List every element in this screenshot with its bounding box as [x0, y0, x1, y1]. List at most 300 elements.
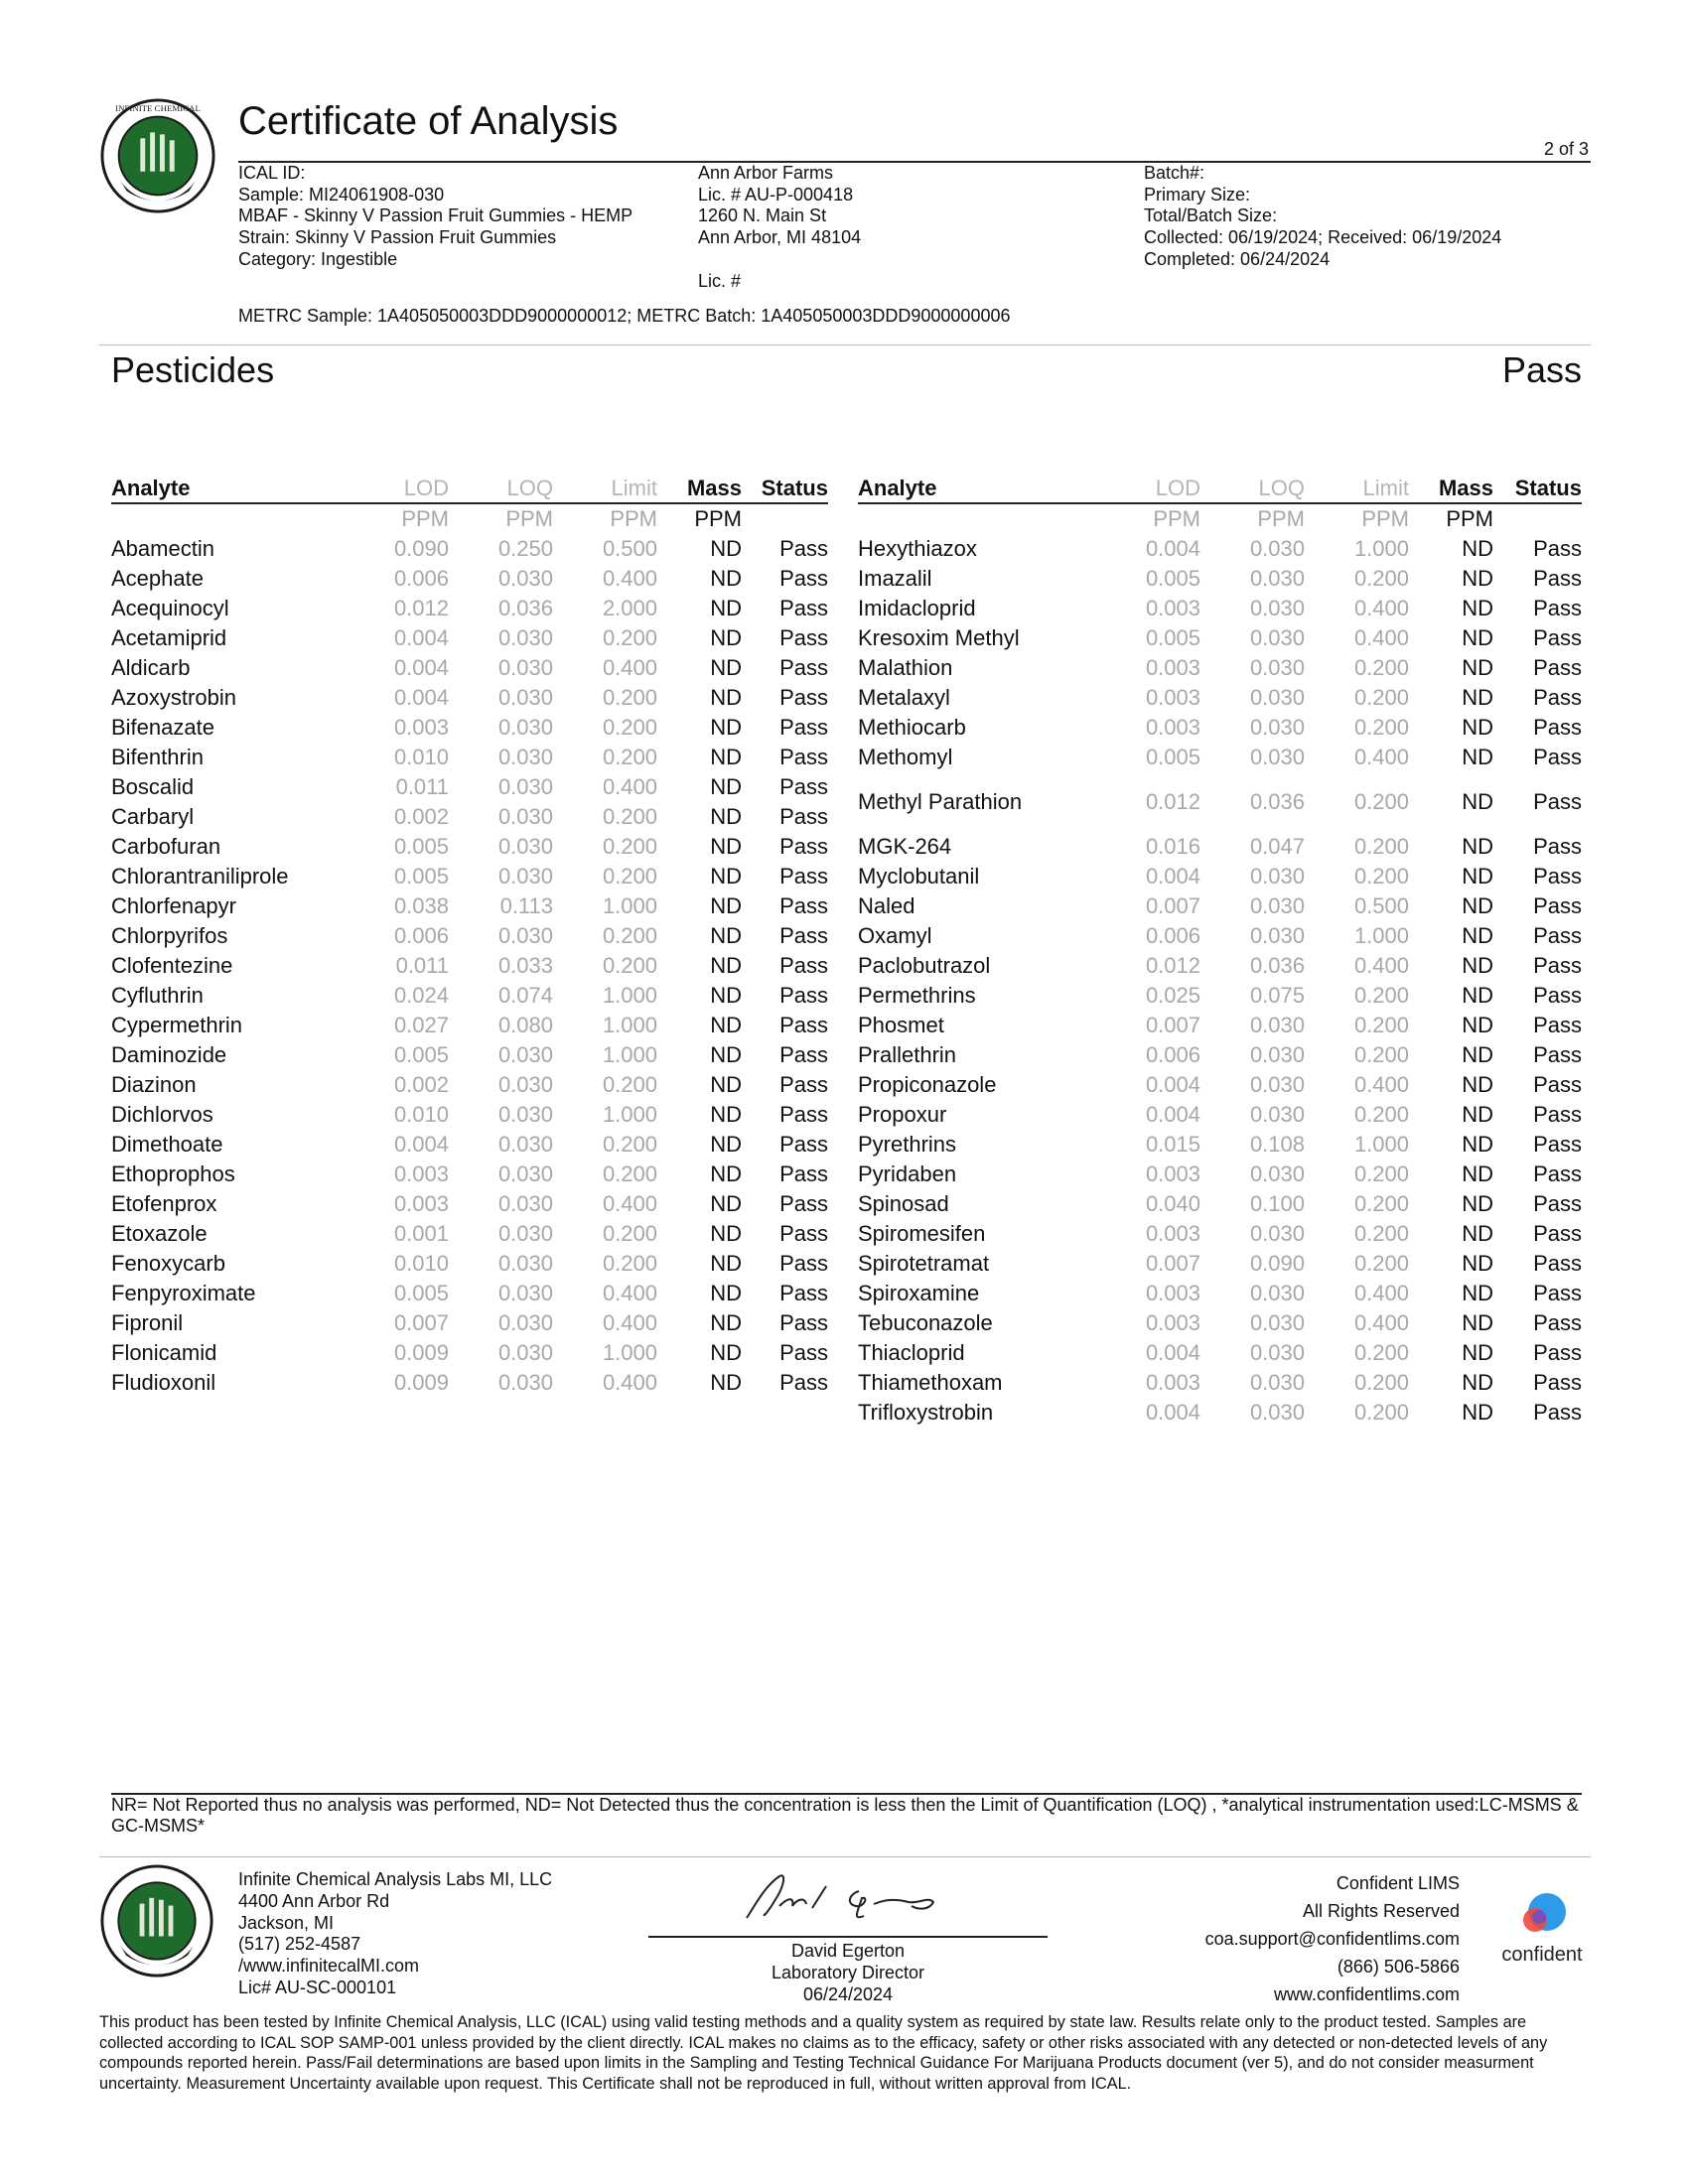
completed-date: Completed: 06/24/2024 — [1144, 248, 1331, 269]
limit-value: 0.400 — [602, 1370, 657, 1395]
table-row — [111, 832, 828, 862]
lod-value: 0.003 — [1145, 1370, 1200, 1395]
limit-value: 0.200 — [602, 625, 657, 650]
loq-value: 0.030 — [497, 1310, 553, 1335]
status-value: Pass — [1533, 685, 1582, 710]
mass-value: ND — [1462, 1310, 1493, 1335]
status-value: Pass — [779, 566, 828, 591]
analyte-name: Hexythiazox — [858, 536, 977, 561]
table-row — [858, 1100, 1582, 1130]
col-lod: LOD — [354, 475, 449, 503]
lab-seal-logo-footer — [99, 1863, 214, 1979]
table-row — [111, 1130, 828, 1160]
limit-value: 0.200 — [602, 804, 657, 829]
mass-value: ND — [710, 1340, 742, 1365]
analyte-name: Pyridaben — [858, 1161, 957, 1186]
status-value: Pass — [1533, 789, 1582, 814]
limit-value: 0.200 — [1353, 1042, 1409, 1067]
analyte-name: Abamectin — [111, 536, 214, 561]
mass-value: ND — [1462, 745, 1493, 769]
units-row — [111, 503, 828, 534]
lod-value: 0.027 — [393, 1013, 449, 1037]
mass-value: ND — [710, 536, 742, 561]
lod-value: 0.003 — [393, 1191, 449, 1216]
loq-value: 0.075 — [1249, 983, 1305, 1008]
table-row — [858, 1279, 1582, 1308]
table-row — [858, 921, 1582, 951]
mass-value: ND — [710, 1013, 742, 1037]
table-row — [111, 683, 828, 713]
lod-value: 0.006 — [393, 566, 449, 591]
limit-value: 0.500 — [602, 536, 657, 561]
mass-value: ND — [1462, 1251, 1493, 1276]
table-row — [111, 891, 828, 921]
unit-mass: PPM — [1446, 506, 1493, 531]
table-row — [858, 1070, 1582, 1100]
loq-value: 0.030 — [1249, 1013, 1305, 1037]
limit-value: 0.400 — [602, 1310, 657, 1335]
table-row — [858, 1368, 1582, 1398]
mass-value: ND — [1462, 864, 1493, 888]
unit-lod: PPM — [1153, 506, 1200, 531]
lod-value: 0.016 — [1145, 834, 1200, 859]
analyte-name: Imazalil — [858, 566, 932, 591]
mass-value: ND — [1462, 1161, 1493, 1186]
mass-value: ND — [710, 923, 742, 948]
status-value: Pass — [1533, 1191, 1582, 1216]
mass-value: ND — [710, 953, 742, 978]
unit-mass: PPM — [694, 506, 742, 531]
limit-value: 1.000 — [602, 893, 657, 918]
mass-value: ND — [1462, 834, 1493, 859]
analyte-name: Metalaxyl — [858, 685, 950, 710]
status-value: Pass — [1533, 1281, 1582, 1305]
limit-value: 0.200 — [1353, 566, 1409, 591]
table-body-left — [111, 503, 828, 1398]
limit-value: 0.200 — [1353, 983, 1409, 1008]
analyte-name: Spinosad — [858, 1191, 949, 1216]
table-row — [111, 1070, 828, 1100]
loq-value: 0.030 — [497, 1281, 553, 1305]
footnote: NR= Not Reported thus no analysis was performed, ND= Not Detected thus the concentration is less then the Limit of Quantification (LOQ) , *analytical instrumentation used:LC-MSMS & GC-MSMS* — [111, 1795, 1579, 1836]
status-value: Pass — [779, 804, 828, 829]
signatory-role: Laboratory Director — [771, 1962, 925, 1982]
analyte-name: Acephate — [111, 566, 204, 591]
analyte-name: Daminozide — [111, 1042, 227, 1067]
table-row — [111, 802, 828, 832]
table-header-row — [858, 475, 1582, 503]
loq-value: 0.030 — [497, 1251, 553, 1276]
loq-value: 0.030 — [1249, 715, 1305, 740]
limit-value: 0.200 — [602, 953, 657, 978]
table-row — [858, 772, 1582, 832]
lod-value: 0.090 — [393, 536, 449, 561]
lod-value: 0.005 — [393, 1042, 449, 1067]
table-row — [111, 594, 828, 623]
lod-value: 0.025 — [1145, 983, 1200, 1008]
loq-value: 0.030 — [1249, 685, 1305, 710]
table-row — [111, 1100, 828, 1130]
lod-value: 0.007 — [1145, 893, 1200, 918]
lod-value: 0.005 — [393, 834, 449, 859]
batch-number: Batch#: — [1144, 163, 1205, 183]
analyte-name: Azoxystrobin — [111, 685, 236, 710]
lod-value: 0.006 — [1145, 1042, 1200, 1067]
lod-value: 0.004 — [1145, 1340, 1200, 1365]
mass-value: ND — [1462, 893, 1493, 918]
analyte-name: Prallethrin — [858, 1042, 957, 1067]
mass-value: ND — [710, 983, 742, 1008]
loq-value: 0.030 — [497, 1340, 553, 1365]
status-value: Pass — [779, 625, 828, 650]
lod-value: 0.011 — [395, 953, 449, 978]
lod-value: 0.003 — [1145, 1161, 1200, 1186]
analyte-name: Imidacloprid — [858, 596, 976, 620]
mass-value: ND — [710, 774, 742, 799]
client-city: Ann Arbor, MI 48104 — [698, 227, 862, 248]
section-title: Pesticides — [111, 349, 275, 390]
status-value: Pass — [1533, 1400, 1582, 1425]
status-value: Pass — [779, 1161, 828, 1186]
analyte-name: Thiamethoxam — [858, 1370, 1003, 1395]
status-value: Pass — [1533, 1221, 1582, 1246]
table-row — [858, 1189, 1582, 1219]
table-row — [111, 1338, 828, 1368]
status-value: Pass — [1533, 745, 1582, 769]
mass-value: ND — [710, 804, 742, 829]
limit-value: 0.200 — [602, 864, 657, 888]
analyte-name: Carbaryl — [111, 804, 195, 829]
lod-value: 0.005 — [1145, 566, 1200, 591]
table-row — [858, 1219, 1582, 1249]
strain: Strain: Skinny V Passion Fruit Gummies — [238, 227, 557, 248]
loq-value: 0.030 — [497, 1072, 553, 1097]
loq-value: 0.030 — [1249, 1281, 1305, 1305]
lod-value: 0.006 — [393, 923, 449, 948]
lod-value: 0.040 — [1145, 1191, 1200, 1216]
status-value: Pass — [1533, 566, 1582, 591]
col-analyte: Analyte — [858, 475, 1106, 503]
mass-value: ND — [710, 655, 742, 680]
loq-value: 0.030 — [497, 804, 553, 829]
loq-value: 0.030 — [1249, 536, 1305, 561]
lod-value: 0.012 — [393, 596, 449, 620]
lims-email: coa.support@confidentlims.com — [1204, 1929, 1460, 1949]
loq-value: 0.047 — [1249, 834, 1305, 859]
loq-value: 0.030 — [497, 745, 553, 769]
signature-line — [648, 1936, 1048, 1938]
mass-value: ND — [1462, 566, 1493, 591]
status-value: Pass — [779, 923, 828, 948]
table-row — [111, 1040, 828, 1070]
limit-value: 1.000 — [602, 1340, 657, 1365]
total-batch-size: Total/Batch Size: — [1144, 205, 1278, 226]
mass-value: ND — [710, 834, 742, 859]
limit-value: 0.200 — [1353, 1221, 1409, 1246]
mass-value: ND — [1462, 1102, 1493, 1127]
lod-value: 0.009 — [393, 1340, 449, 1365]
analyte-name: Chlorpyrifos — [111, 923, 228, 948]
mass-value: ND — [1462, 1042, 1493, 1067]
units-row — [858, 503, 1582, 534]
limit-value: 0.400 — [1353, 625, 1409, 650]
lab-city: Jackson, MI — [238, 1912, 335, 1933]
analyte-name: Methyl Parathion — [858, 789, 1023, 814]
status-value: Pass — [1533, 596, 1582, 620]
table-row — [858, 743, 1582, 772]
status-value: Pass — [1533, 1013, 1582, 1037]
loq-value: 0.030 — [497, 685, 553, 710]
loq-value: 0.100 — [1249, 1191, 1305, 1216]
status-value: Pass — [1533, 1251, 1582, 1276]
mass-value: ND — [1462, 1370, 1493, 1395]
limit-value: 0.400 — [1353, 1072, 1409, 1097]
loq-value: 0.030 — [497, 923, 553, 948]
mass-value: ND — [710, 1251, 742, 1276]
lims-name: Confident LIMS — [1336, 1873, 1460, 1893]
loq-value: 0.030 — [1249, 1400, 1305, 1425]
analyte-name: Cyfluthrin — [111, 983, 204, 1008]
limit-value: 2.000 — [602, 596, 657, 620]
loq-value: 0.036 — [497, 596, 553, 620]
table-row — [111, 1368, 828, 1398]
loq-value: 0.030 — [1249, 655, 1305, 680]
limit-value: 0.200 — [602, 1161, 657, 1186]
status-value: Pass — [779, 834, 828, 859]
lod-value: 0.004 — [393, 685, 449, 710]
limit-value: 0.400 — [602, 566, 657, 591]
status-value: Pass — [1533, 655, 1582, 680]
loq-value: 0.030 — [497, 834, 553, 859]
lod-value: 0.012 — [1145, 789, 1200, 814]
mass-value: ND — [1462, 983, 1493, 1008]
lod-value: 0.009 — [393, 1370, 449, 1395]
status-value: Pass — [779, 864, 828, 888]
batch-info — [1144, 163, 1501, 271]
loq-value: 0.250 — [497, 536, 553, 561]
lod-value: 0.011 — [395, 774, 449, 799]
loq-value: 0.113 — [499, 893, 553, 918]
table-row — [111, 713, 828, 743]
lab-license: Lic# AU-SC-000101 — [238, 1977, 397, 1997]
mass-value: ND — [710, 1132, 742, 1157]
analyte-name: Permethrins — [858, 983, 976, 1008]
limit-value: 0.200 — [602, 685, 657, 710]
loq-value: 0.030 — [1249, 566, 1305, 591]
mass-value: ND — [710, 1221, 742, 1246]
limit-value: 0.400 — [602, 655, 657, 680]
analyte-name: Bifenazate — [111, 715, 214, 740]
table-row — [858, 1040, 1582, 1070]
lod-value: 0.003 — [393, 715, 449, 740]
sample-id: Sample: MI24061908-030 — [238, 184, 445, 205]
metrc-ids: METRC Sample: 1A405050003DDD9000000012; METRC Batch: 1A405050003DDD9000000006 — [238, 306, 1011, 326]
status-value: Pass — [1533, 923, 1582, 948]
lod-value: 0.015 — [1145, 1132, 1200, 1157]
mass-value: ND — [1462, 789, 1493, 814]
lims-website: www.confidentlims.com — [1273, 1984, 1460, 2004]
lod-value: 0.004 — [393, 625, 449, 650]
limit-value: 0.200 — [1353, 1013, 1409, 1037]
analyte-name: Kresoxim Methyl — [858, 625, 1020, 650]
mass-value: ND — [1462, 1132, 1493, 1157]
status-value: Pass — [779, 983, 828, 1008]
loq-value: 0.030 — [497, 864, 553, 888]
table-row — [858, 891, 1582, 921]
analyte-name: Thiacloprid — [858, 1340, 965, 1365]
signatory — [648, 1941, 1048, 2005]
lod-value: 0.005 — [1145, 745, 1200, 769]
col-loq: LOQ — [449, 475, 553, 503]
unit-loq: PPM — [505, 506, 553, 531]
loq-value: 0.030 — [497, 1132, 553, 1157]
status-value: Pass — [779, 1072, 828, 1097]
mass-value: ND — [1462, 1400, 1493, 1425]
limit-value: 0.200 — [1353, 685, 1409, 710]
limit-value: 0.200 — [602, 923, 657, 948]
mass-value: ND — [1462, 536, 1493, 561]
collected-received: Collected: 06/19/2024; Received: 06/19/2024 — [1144, 227, 1502, 248]
limit-value: 0.400 — [1353, 596, 1409, 620]
seal-text-top: INFINITE CHEMICAL — [115, 102, 201, 113]
lod-value: 0.006 — [1145, 923, 1200, 948]
lod-value: 0.003 — [1145, 1221, 1200, 1246]
disclaimer: This product has been tested by Infinite Chemical Analysis, LLC (ICAL) using valid testing methods and a quality system as required by state law. Results relate only to the product tested. Samples are collected according to ICAL SOP SAMP-001 unless provided by the client directly. ICAL makes no claims as to the efficacy, safety or other risks associated with any detected or non-detected levels of any compounds reported herein. Pass/Fail determinations are based upon limits in the Sampling and Testing Technical Guidance For Marijuana Products document (ver 5), and do not consider measurment uncertainty. Measurement Uncertainty available upon request. This Certificate shall not be reproduced in full, without written approval from ICAL. — [99, 2013, 1548, 2093]
status-value: Pass — [779, 1281, 828, 1305]
lod-value: 0.004 — [1145, 1072, 1200, 1097]
col-status: Status — [742, 475, 828, 503]
analyte-name: Clofentezine — [111, 953, 233, 978]
lod-value: 0.004 — [1145, 536, 1200, 561]
lab-seal-logo — [99, 97, 216, 214]
limit-value: 0.200 — [1353, 1251, 1409, 1276]
status-value: Pass — [779, 1013, 828, 1037]
analyte-name: Propoxur — [858, 1102, 947, 1127]
lab-street: 4400 Ann Arbor Rd — [238, 1890, 390, 1911]
loq-value: 0.030 — [1249, 1370, 1305, 1395]
lod-value: 0.004 — [1145, 1102, 1200, 1127]
client-info — [698, 163, 861, 292]
analyte-name: Fipronil — [111, 1310, 184, 1335]
status-value: Pass — [1533, 1072, 1582, 1097]
lab-name: Infinite Chemical Analysis Labs MI, LLC — [238, 1869, 553, 1889]
loq-value: 0.030 — [497, 1191, 553, 1216]
limit-value: 1.000 — [602, 1102, 657, 1127]
limit-value: 0.200 — [1353, 1161, 1409, 1186]
lod-value: 0.005 — [1145, 625, 1200, 650]
analyte-name: Acetamiprid — [111, 625, 227, 650]
lab-contact — [238, 1869, 552, 1999]
client-license: Lic. # AU-P-000418 — [698, 184, 854, 205]
loq-value: 0.030 — [497, 625, 553, 650]
limit-value: 0.400 — [1353, 953, 1409, 978]
analyte-name: Flonicamid — [111, 1340, 217, 1365]
limit-value: 0.200 — [1353, 715, 1409, 740]
analyte-name: Phosmet — [858, 1013, 944, 1037]
lod-value: 0.010 — [393, 1102, 449, 1127]
mass-value: ND — [1462, 923, 1493, 948]
analyte-name: Fenoxycarb — [111, 1251, 225, 1276]
status-value: Pass — [779, 774, 828, 799]
lod-value: 0.003 — [1145, 1281, 1200, 1305]
status-value: Pass — [779, 1102, 828, 1127]
lod-value: 0.003 — [1145, 655, 1200, 680]
table-row — [111, 981, 828, 1011]
limit-value: 0.200 — [1353, 1102, 1409, 1127]
signature-image — [735, 1866, 973, 1926]
signatory-name: David Egerton — [790, 1941, 906, 1961]
mass-value: ND — [710, 1370, 742, 1395]
page-title: Certificate of Analysis — [238, 99, 619, 143]
mass-value: ND — [710, 864, 742, 888]
limit-value: 0.200 — [602, 715, 657, 740]
limit-value: 1.000 — [602, 1013, 657, 1037]
analyte-name: Chlorantraniliprole — [111, 864, 289, 888]
loq-value: 0.030 — [1249, 1340, 1305, 1365]
col-loq: LOQ — [1200, 475, 1305, 503]
status-value: Pass — [1533, 536, 1582, 561]
status-value: Pass — [1533, 834, 1582, 859]
loq-value: 0.074 — [497, 983, 553, 1008]
analyte-name: Methomyl — [858, 745, 953, 769]
status-value: Pass — [779, 655, 828, 680]
loq-value: 0.030 — [497, 1221, 553, 1246]
analyte-name: Aldicarb — [111, 655, 191, 680]
category: Category: Ingestible — [238, 248, 398, 269]
lod-value: 0.010 — [393, 1251, 449, 1276]
table-row — [858, 1249, 1582, 1279]
limit-value: 1.000 — [1353, 1132, 1409, 1157]
table-row — [111, 1219, 828, 1249]
unit-analyte — [858, 503, 1106, 534]
table-row — [111, 623, 828, 653]
analyte-name: Bifenthrin — [111, 745, 204, 769]
metrc-divider — [99, 344, 1591, 345]
product-name: MBAF - Skinny V Passion Fruit Gummies - HEMP — [238, 205, 633, 226]
table-row — [111, 1160, 828, 1189]
sample-info — [238, 163, 633, 271]
status-value: Pass — [1533, 1042, 1582, 1067]
limit-value: 0.400 — [1353, 745, 1409, 769]
mass-value: ND — [1462, 685, 1493, 710]
status-value: Pass — [1533, 1102, 1582, 1127]
loq-value: 0.030 — [1249, 596, 1305, 620]
ical-id: ICAL ID: — [238, 163, 306, 183]
limit-value: 0.200 — [602, 1251, 657, 1276]
analyte-name: Dichlorvos — [111, 1102, 213, 1127]
analyte-name: Carbofuran — [111, 834, 221, 859]
col-lod: LOD — [1106, 475, 1200, 503]
loq-value: 0.033 — [497, 953, 553, 978]
analyte-name: Etofenprox — [111, 1191, 217, 1216]
mass-value: ND — [710, 596, 742, 620]
mass-value: ND — [710, 1281, 742, 1305]
mass-value: ND — [710, 685, 742, 710]
lod-value: 0.001 — [393, 1221, 449, 1246]
analyte-name: Pyrethrins — [858, 1132, 957, 1157]
limit-value: 1.000 — [1353, 536, 1409, 561]
table-row — [858, 534, 1582, 564]
unit-lod: PPM — [401, 506, 449, 531]
mass-value: ND — [1462, 625, 1493, 650]
loq-value: 0.030 — [1249, 1221, 1305, 1246]
col-status: Status — [1493, 475, 1582, 503]
loq-value: 0.030 — [1249, 1042, 1305, 1067]
mass-value: ND — [710, 745, 742, 769]
analyte-name: Chlorfenapyr — [111, 893, 236, 918]
status-value: Pass — [779, 953, 828, 978]
col-mass: Mass — [657, 475, 742, 503]
